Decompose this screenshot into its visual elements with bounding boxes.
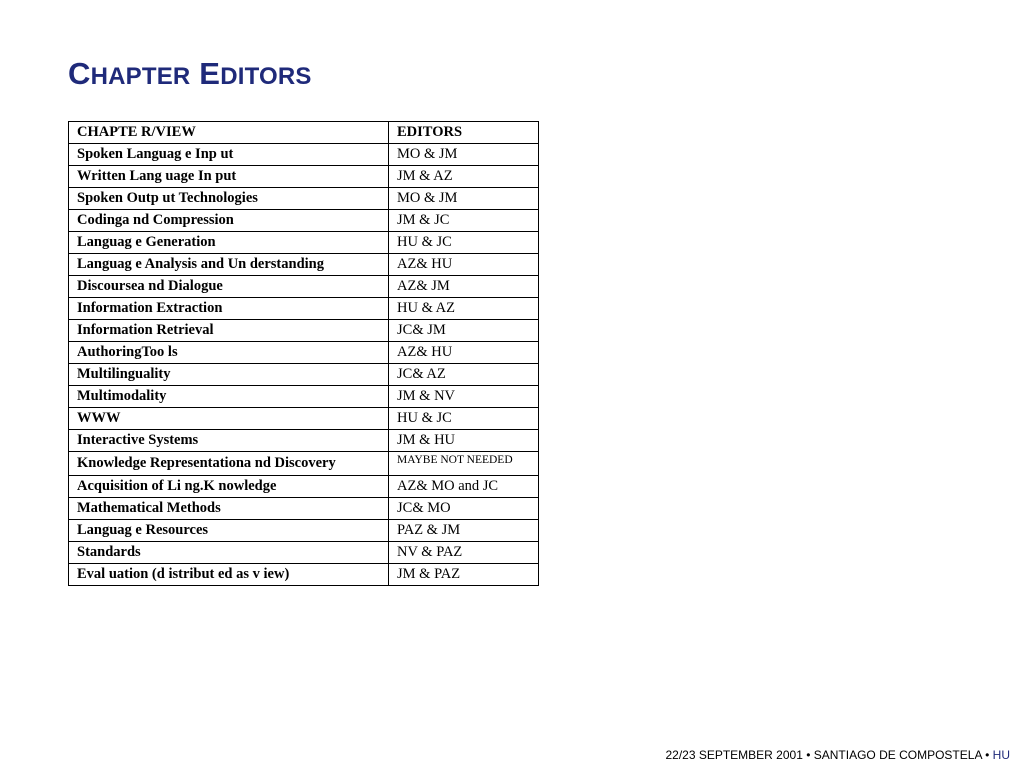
- footer-text: 22/23 SEPTEMBER 2001 • SANTIAGO DE COMPOSTELA •: [665, 748, 993, 762]
- table-row: [69, 476, 539, 498]
- chapter-cell: Languag e Analysis and Un derstanding: [69, 254, 389, 276]
- editors-cell: MO & JM: [389, 188, 539, 210]
- table-row: [69, 498, 539, 520]
- editors-cell: JC& MO: [389, 498, 539, 520]
- chapter-cell: Discoursea nd Dialogue: [69, 276, 389, 298]
- page-title: [68, 54, 312, 97]
- chapter-cell: Languag e Resources: [69, 520, 389, 542]
- editors-cell: MAYBE NOT NEEDED: [389, 452, 539, 476]
- title-first-rest: HAPTER: [90, 63, 191, 90]
- table-row: [69, 232, 539, 254]
- table-row: [69, 320, 539, 342]
- title-second-cap: E: [199, 56, 221, 91]
- table-row: [69, 430, 539, 452]
- editors-cell: AZ& MO and JC: [389, 476, 539, 498]
- chapter-cell: Knowledge Representationa nd Discovery: [69, 452, 389, 476]
- chapter-cell: Eval uation (d istribut ed as v iew): [69, 564, 389, 586]
- editors-cell: NV & PAZ: [389, 542, 539, 564]
- editors-cell: AZ& HU: [389, 342, 539, 364]
- table-row: [69, 144, 539, 166]
- editors-cell: JC& JM: [389, 320, 539, 342]
- chapter-cell: Languag e Generation: [69, 232, 389, 254]
- table-row: [69, 342, 539, 364]
- editors-cell: PAZ & JM: [389, 520, 539, 542]
- table-row: [69, 386, 539, 408]
- table-row: [69, 452, 539, 476]
- table-row: [69, 564, 539, 586]
- table-row: [69, 520, 539, 542]
- editors-cell: HU & JC: [389, 408, 539, 430]
- chapter-cell: Written Lang uage In put: [69, 166, 389, 188]
- chapter-cell: WWW: [69, 408, 389, 430]
- table-row: [69, 298, 539, 320]
- editors-cell: HU & AZ: [389, 298, 539, 320]
- table-row: [69, 166, 539, 188]
- table-row: [69, 210, 539, 232]
- chapter-cell: Interactive Systems: [69, 430, 389, 452]
- chapter-cell: Spoken Outp ut Technologies: [69, 188, 389, 210]
- editors-cell: JM & HU: [389, 430, 539, 452]
- editors-cell: AZ& JM: [389, 276, 539, 298]
- editors-cell: JM & PAZ: [389, 564, 539, 586]
- editors-cell: MO & JM: [389, 144, 539, 166]
- chapter-cell: Standards: [69, 542, 389, 564]
- editors-cell: JM & AZ: [389, 166, 539, 188]
- chapter-cell: Information Retrieval: [69, 320, 389, 342]
- table-row: [69, 254, 539, 276]
- column-header-chapter: CHAPTE R/VIEW: [69, 122, 389, 144]
- chapter-cell: Multimodality: [69, 386, 389, 408]
- editors-cell: JM & NV: [389, 386, 539, 408]
- table-header-row: [69, 122, 539, 144]
- column-header-editors: EDITORS: [389, 122, 539, 144]
- title-first-cap: C: [68, 56, 91, 91]
- chapter-cell: Codinga nd Compression: [69, 210, 389, 232]
- chapter-cell: Information Extraction: [69, 298, 389, 320]
- chapter-cell: Multilinguality: [69, 364, 389, 386]
- chapter-cell: AuthoringToo ls: [69, 342, 389, 364]
- footer-initials: HU: [992, 748, 1010, 762]
- table-row: [69, 408, 539, 430]
- editors-cell: AZ& HU: [389, 254, 539, 276]
- chapter-cell: Acquisition of Li ng.K nowledge: [69, 476, 389, 498]
- title-second-rest: DITORS: [220, 63, 312, 90]
- table-row: [69, 276, 539, 298]
- editors-cell: JC& AZ: [389, 364, 539, 386]
- chapter-cell: Spoken Languag e Inp ut: [69, 144, 389, 166]
- table-row: [69, 542, 539, 564]
- table-row: [69, 364, 539, 386]
- chapter-cell: Mathematical Methods: [69, 498, 389, 520]
- table-row: [69, 188, 539, 210]
- editors-cell: JM & JC: [389, 210, 539, 232]
- chapter-editors-table: [68, 121, 539, 586]
- editors-cell: HU & JC: [389, 232, 539, 254]
- slide-footer: [665, 748, 1010, 762]
